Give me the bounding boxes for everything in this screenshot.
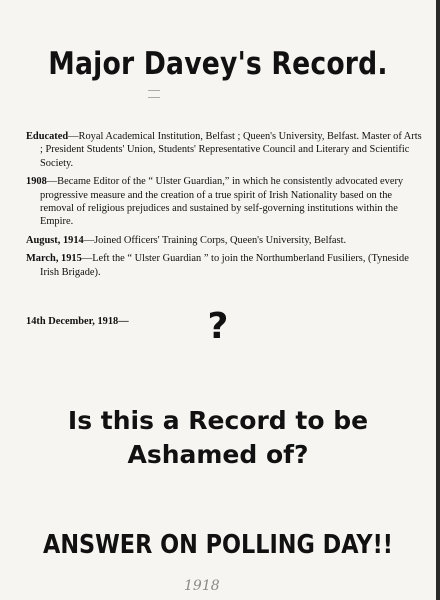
record-1908 bbox=[26, 175, 422, 229]
record-text: —Left the “ Ulster Guardian ” to join the Northumberland Fusiliers, (Tyneside Irish Brigade). bbox=[40, 253, 409, 278]
question-line-1: Is this a Record to be bbox=[67, 406, 369, 435]
poster-title: Major Davey's Record. bbox=[48, 46, 388, 82]
record-label: 1908 bbox=[26, 176, 47, 188]
pencil-annotation: 1918 bbox=[184, 578, 220, 594]
record-august-1914 bbox=[26, 234, 422, 247]
record-march-1915 bbox=[26, 252, 422, 279]
record-text: —Royal Academical Institution, Belfast ; Queen's University, Belfast. Master of Arts ; President Students' Union, Students' Representative Council and Literary and Scientific Society. bbox=[40, 131, 422, 169]
ink-mark bbox=[148, 90, 160, 98]
question-line-2: Ashamed of? bbox=[127, 440, 309, 469]
question-mark: ? bbox=[207, 306, 229, 347]
record-december-1918: 14th December, 1918— bbox=[26, 316, 129, 327]
scan-edge bbox=[436, 0, 440, 600]
answer-slogan: ANSWER ON POLLING DAY!! bbox=[43, 530, 393, 560]
record-text: —Joined Officers' Training Corps, Queen's University, Belfast. bbox=[83, 234, 347, 246]
record-educated bbox=[26, 130, 422, 170]
question-heading bbox=[0, 404, 436, 472]
record-text: —Became Editor of the “ Ulster Guardian,” in which he consistently advocated every progressive measure and the creation of a true spirit of Irish Nationality based on the removal of religious prejudices and sustained by self-governing institutions within the Empire. bbox=[40, 176, 404, 228]
record-label: Educated bbox=[26, 131, 69, 142]
record-label: March, 1915 bbox=[26, 253, 82, 265]
record-label: August, 1914 bbox=[26, 234, 84, 246]
record-list bbox=[26, 130, 422, 284]
